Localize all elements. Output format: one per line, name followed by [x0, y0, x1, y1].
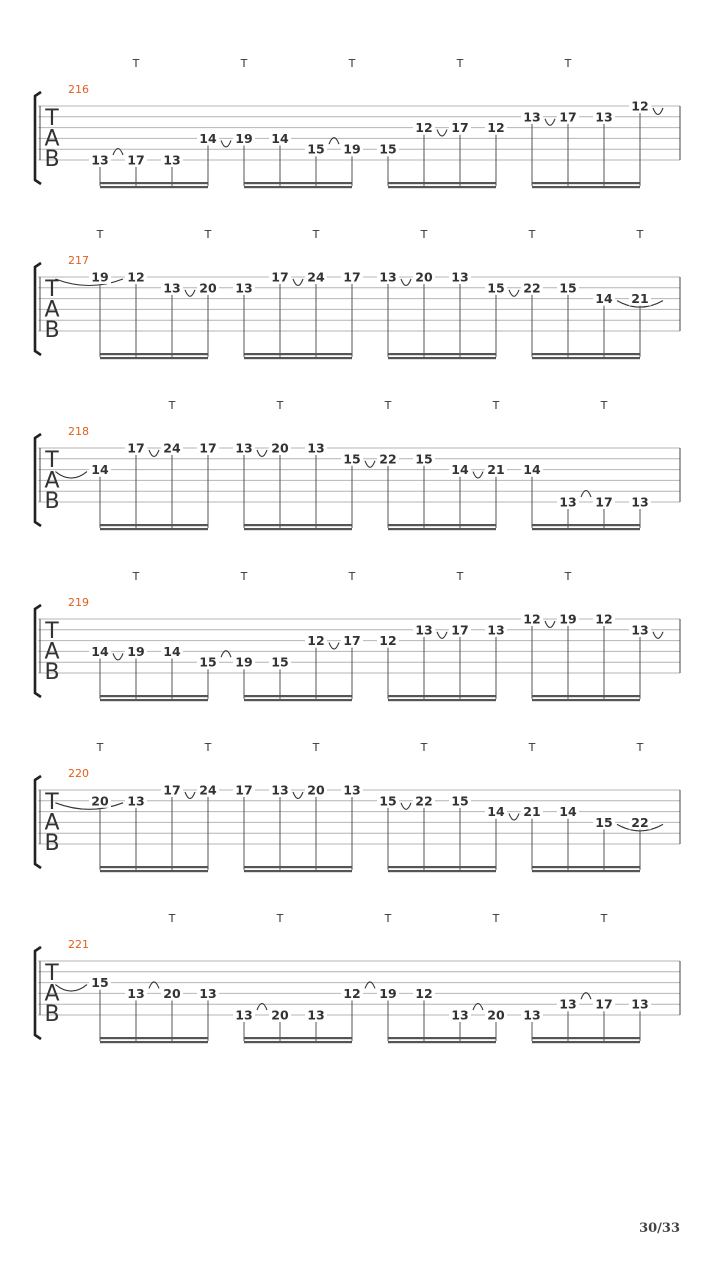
beam	[100, 182, 208, 184]
tap-marker: T	[96, 228, 104, 241]
fret-number: 13	[523, 1007, 541, 1023]
beam	[100, 528, 208, 530]
beam	[100, 357, 208, 359]
slur	[185, 792, 195, 799]
fret-number: 15	[91, 975, 109, 991]
fret-number: 17	[271, 269, 289, 285]
tap-marker: T	[528, 741, 536, 754]
fret-number: 19	[127, 643, 145, 659]
slur	[653, 632, 663, 639]
tab-clef-letter: T	[45, 619, 59, 644]
fret-number: 19	[235, 130, 253, 146]
fret-number: 17	[451, 622, 469, 638]
fret-number: 13	[631, 622, 649, 638]
fret-number: 15	[379, 793, 397, 809]
fret-number: 13	[307, 1007, 325, 1023]
beam	[532, 528, 640, 530]
fret-number: 21	[631, 291, 649, 307]
fret-number: 12	[127, 269, 145, 285]
tap-marker: T	[276, 912, 284, 925]
beam	[388, 866, 496, 868]
fret-number: 13	[451, 269, 469, 285]
tap-marker: T	[168, 912, 176, 925]
tap-marker: T	[384, 399, 392, 412]
fret-number: 19	[343, 141, 361, 157]
tap-marker: T	[564, 57, 572, 70]
tap-marker: T	[132, 570, 140, 583]
fret-number: 14	[559, 804, 577, 820]
fret-number: 17	[595, 996, 613, 1012]
beam	[244, 357, 352, 359]
tab-system	[35, 912, 680, 1043]
fret-number: 12	[523, 611, 541, 627]
tap-marker: T	[492, 912, 500, 925]
beam	[244, 186, 352, 188]
slur	[293, 792, 303, 799]
beam	[532, 866, 640, 868]
fret-number: 17	[343, 633, 361, 649]
fret-number: 15	[451, 793, 469, 809]
slur	[185, 290, 195, 297]
tap-marker: T	[240, 57, 248, 70]
tab-clef-letter: T	[45, 790, 59, 815]
slur	[257, 450, 267, 457]
beam	[244, 870, 352, 872]
beam	[100, 524, 208, 526]
fret-number: 15	[379, 141, 397, 157]
tab-system	[35, 399, 680, 530]
tab-clef-letter: T	[45, 448, 59, 473]
beam	[244, 528, 352, 530]
fret-number: 13	[235, 280, 253, 296]
beam	[388, 528, 496, 530]
fret-number: 13	[631, 996, 649, 1012]
fret-number: 17	[199, 440, 217, 456]
beam	[100, 866, 208, 868]
tab-clef-letter: B	[44, 831, 60, 856]
tab-clef-letter: B	[44, 660, 60, 685]
fret-number: 13	[163, 152, 181, 168]
beam	[532, 870, 640, 872]
tab-system	[35, 741, 680, 872]
slur	[473, 472, 483, 479]
fret-number: 15	[343, 451, 361, 467]
fret-number: 21	[487, 462, 505, 478]
fret-number: 14	[91, 462, 109, 478]
measure-number: 221	[68, 938, 89, 951]
slur	[113, 653, 123, 660]
tab-clef-letter: A	[44, 810, 60, 836]
beam	[388, 699, 496, 701]
measure-number: 219	[68, 596, 89, 609]
fret-number: 13	[91, 152, 109, 168]
fret-number: 22	[379, 451, 397, 467]
fret-number: 12	[343, 985, 361, 1001]
slur	[509, 290, 519, 297]
tab-clef-letter: B	[44, 1002, 60, 1027]
beam	[532, 353, 640, 355]
tab-system	[35, 570, 680, 701]
fret-number: 14	[91, 643, 109, 659]
fret-number: 14	[523, 462, 541, 478]
slur	[401, 279, 411, 286]
fret-number: 24	[199, 782, 217, 798]
tab-clef-letter: A	[44, 981, 60, 1007]
measure-number: 216	[68, 83, 89, 96]
tap-marker: T	[384, 912, 392, 925]
beam	[532, 695, 640, 697]
beam	[532, 699, 640, 701]
fret-number: 14	[271, 130, 289, 146]
tap-marker: T	[528, 228, 536, 241]
fret-number: 20	[415, 269, 433, 285]
beam	[244, 1041, 352, 1043]
beam	[388, 1041, 496, 1043]
fret-number: 19	[379, 985, 397, 1001]
measure-number: 220	[68, 767, 89, 780]
slur	[437, 130, 447, 137]
tap-marker: T	[492, 399, 500, 412]
tap-marker: T	[168, 399, 176, 412]
slur	[55, 472, 87, 479]
tab-clef-letter: A	[44, 297, 60, 323]
fret-number: 20	[271, 440, 289, 456]
fret-number: 13	[631, 494, 649, 510]
fret-number: 15	[487, 280, 505, 296]
fret-number: 12	[595, 611, 613, 627]
slur	[55, 985, 87, 992]
fret-number: 13	[343, 782, 361, 798]
fret-number: 17	[163, 782, 181, 798]
beam	[388, 524, 496, 526]
slur	[653, 108, 663, 115]
fret-number: 12	[415, 120, 433, 136]
fret-number: 14	[199, 130, 217, 146]
beam	[532, 1041, 640, 1043]
fret-number: 17	[127, 152, 145, 168]
slur	[365, 461, 375, 468]
tap-marker: T	[456, 570, 464, 583]
beam	[100, 695, 208, 697]
fret-number: 19	[559, 611, 577, 627]
slur	[545, 621, 555, 628]
tap-marker: T	[564, 570, 572, 583]
fret-number: 17	[343, 269, 361, 285]
fret-number: 17	[127, 440, 145, 456]
fret-number: 13	[379, 269, 397, 285]
slur	[509, 814, 519, 821]
fret-number: 17	[235, 782, 253, 798]
slur	[437, 632, 447, 639]
tap-marker: T	[420, 741, 428, 754]
fret-number: 20	[307, 782, 325, 798]
fret-number: 21	[523, 804, 541, 820]
fret-number: 12	[487, 120, 505, 136]
tab-clef-letter: B	[44, 489, 60, 514]
tap-marker: T	[348, 57, 356, 70]
fret-number: 13	[163, 280, 181, 296]
tab-system	[35, 228, 680, 359]
tab-clef-letter: T	[45, 277, 59, 302]
beam	[532, 524, 640, 526]
beam	[100, 870, 208, 872]
tap-marker: T	[312, 741, 320, 754]
fret-number: 15	[199, 654, 217, 670]
fret-number: 12	[379, 633, 397, 649]
measure-number: 217	[68, 254, 89, 267]
fret-number: 17	[451, 120, 469, 136]
beam	[244, 1037, 352, 1039]
beam	[388, 353, 496, 355]
fret-number: 13	[523, 109, 541, 125]
fret-number: 24	[307, 269, 325, 285]
tap-marker: T	[312, 228, 320, 241]
tap-marker: T	[420, 228, 428, 241]
fret-number: 19	[235, 654, 253, 670]
beam	[244, 866, 352, 868]
tap-marker: T	[240, 570, 248, 583]
fret-number: 13	[307, 440, 325, 456]
tab-clef-letter: T	[45, 106, 59, 131]
tab-clef-letter: B	[44, 147, 60, 172]
tap-marker: T	[132, 57, 140, 70]
fret-number: 14	[451, 462, 469, 478]
beam	[244, 695, 352, 697]
tap-marker: T	[600, 912, 608, 925]
fret-number: 13	[127, 793, 145, 809]
beam	[244, 699, 352, 701]
tab-clef-letter: B	[44, 318, 60, 343]
fret-number: 12	[307, 633, 325, 649]
beam	[244, 182, 352, 184]
beam	[388, 870, 496, 872]
beam	[532, 186, 640, 188]
fret-number: 13	[235, 1007, 253, 1023]
fret-number: 14	[595, 291, 613, 307]
tab-clef-letter: A	[44, 639, 60, 665]
tap-marker: T	[636, 228, 644, 241]
fret-number: 19	[91, 269, 109, 285]
tap-marker: T	[276, 399, 284, 412]
tap-marker: T	[456, 57, 464, 70]
fret-number: 20	[163, 985, 181, 1001]
fret-number: 15	[595, 814, 613, 830]
fret-number: 15	[307, 141, 325, 157]
fret-number: 12	[631, 98, 649, 114]
beam	[244, 524, 352, 526]
fret-number: 13	[595, 109, 613, 125]
beam	[100, 1037, 208, 1039]
tab-clef-letter: A	[44, 468, 60, 494]
beam	[100, 1041, 208, 1043]
fret-number: 24	[163, 440, 181, 456]
fret-number: 20	[199, 280, 217, 296]
measure-number: 218	[68, 425, 89, 438]
beam	[100, 353, 208, 355]
fret-number: 22	[523, 280, 541, 296]
slur	[545, 119, 555, 126]
beam	[388, 182, 496, 184]
fret-number: 13	[559, 494, 577, 510]
slur	[329, 643, 339, 650]
fret-number: 13	[127, 985, 145, 1001]
beam	[244, 353, 352, 355]
fret-number: 13	[415, 622, 433, 638]
beam	[532, 357, 640, 359]
fret-number: 13	[559, 996, 577, 1012]
beam	[100, 186, 208, 188]
beam	[388, 1037, 496, 1039]
slur	[293, 279, 303, 286]
beam	[100, 699, 208, 701]
tap-marker: T	[636, 741, 644, 754]
fret-number: 13	[271, 782, 289, 798]
slur	[221, 140, 231, 147]
tab-system	[35, 57, 680, 188]
beam	[388, 357, 496, 359]
fret-number: 14	[487, 804, 505, 820]
fret-number: 15	[415, 451, 433, 467]
fret-number: 20	[91, 793, 109, 809]
fret-number: 14	[163, 643, 181, 659]
fret-number: 22	[415, 793, 433, 809]
fret-number: 22	[631, 814, 649, 830]
fret-number: 13	[451, 1007, 469, 1023]
tap-marker: T	[96, 741, 104, 754]
slur	[149, 450, 159, 457]
beam	[532, 1037, 640, 1039]
fret-number: 17	[595, 494, 613, 510]
slur	[401, 803, 411, 810]
beam	[388, 695, 496, 697]
fret-number: 13	[235, 440, 253, 456]
fret-number: 20	[271, 1007, 289, 1023]
beam	[532, 182, 640, 184]
tab-clef-letter: A	[44, 126, 60, 152]
fret-number: 17	[559, 109, 577, 125]
tap-marker: T	[348, 570, 356, 583]
page-number: 30/33	[639, 1221, 680, 1236]
beam	[388, 186, 496, 188]
tap-marker: T	[600, 399, 608, 412]
fret-number: 20	[487, 1007, 505, 1023]
fret-number: 13	[199, 985, 217, 1001]
tap-marker: T	[204, 228, 212, 241]
tap-marker: T	[204, 741, 212, 754]
fret-number: 12	[415, 985, 433, 1001]
tab-clef-letter: T	[45, 961, 59, 986]
fret-number: 13	[487, 622, 505, 638]
fret-number: 15	[271, 654, 289, 670]
fret-number: 15	[559, 280, 577, 296]
